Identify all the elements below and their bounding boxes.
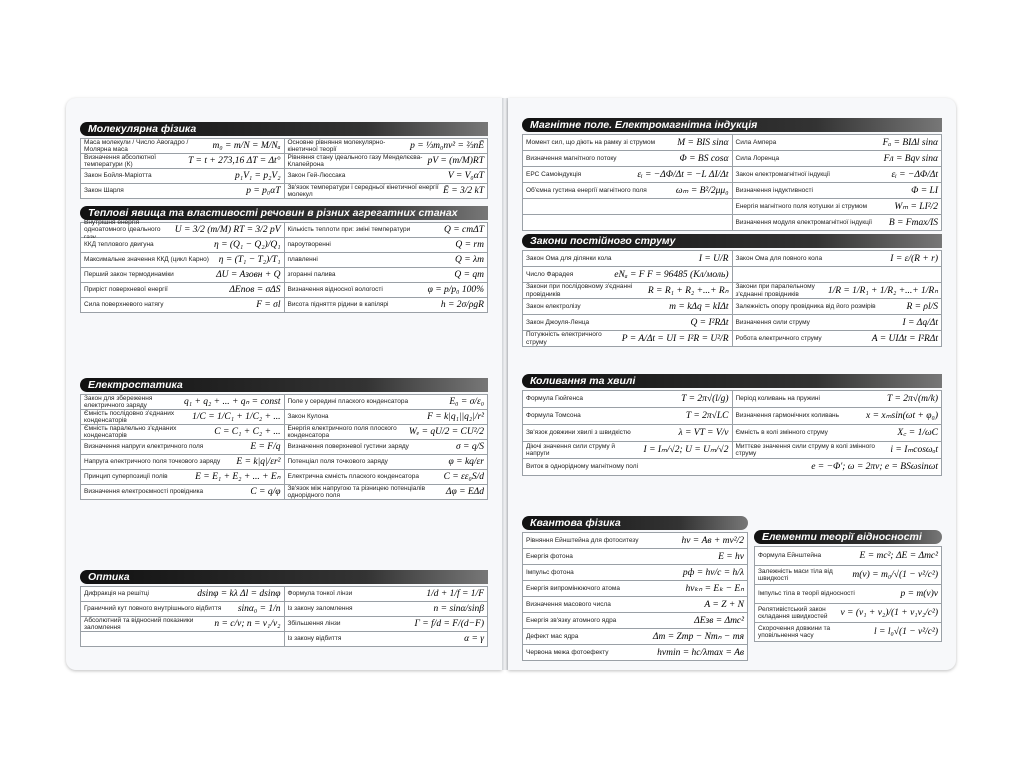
formula-row: Визначення сили струму I = Δq/Δt: [733, 315, 942, 330]
formula-row: Релятивістський закон складання швидкостей v = (v₁ + v₂)/(1 + v₁v₂/c²): [755, 604, 941, 622]
formula-table: [80, 218, 488, 313]
formula-row: Формула Ейнштейна E = mc²; ΔE = Δmc²: [755, 547, 941, 565]
formula-row: Закон електролізу m = kΔq = kIΔt: [523, 299, 732, 314]
formula-row: Висота підняття рідини в капілярі h = 2σ/ρgR: [285, 298, 488, 312]
formula-row: Приріст поверхневої енергії ΔEпов = σΔS: [81, 283, 284, 297]
formula-row: Зв'язок між напругою та різницею потенціалів однорідного поля Δφ = EΔd: [285, 485, 488, 499]
formula-row: [733, 267, 942, 282]
section-title: Електростатика: [80, 378, 488, 392]
formula-row: Ємність паралельно з'єднаних конденсаторів C = C₁ + C₂ + ...: [81, 425, 284, 439]
section-oscillations: [522, 374, 942, 476]
formula-row: Формула Гюйгенса T = 2π√(l/g): [523, 391, 732, 407]
formula-row: Визначення магнітного потоку Φ = BS cosα: [523, 151, 732, 166]
formula-row: Із закону відбиття α = γ: [285, 632, 488, 646]
formula-table: [522, 532, 748, 661]
formula-row: Момент сил, що діють на рамку зі струмом M = BIS sinα: [523, 135, 732, 150]
formula-row: Потенціал поля точкового заряду φ = kq/εr: [285, 455, 488, 469]
formula-row: Основне рівняння молекулярно-кінетичної теорії p = ⅓m₀nv² = ⅔nĒ: [285, 139, 488, 153]
formula-row: Електрична ємність плаского конденсатора C = εε₀S/d: [285, 470, 488, 484]
section-relativity: [754, 530, 942, 642]
section-title: Молекулярна фізика: [80, 122, 488, 136]
formula-row: Закон електромагнітної індукції εᵢ = −ΔΦ/Δt: [733, 167, 942, 182]
formula-table: [522, 390, 942, 476]
section-title: Квантова фізика: [522, 516, 748, 530]
formula-table: [522, 134, 942, 231]
formula-row: ККД теплового двигуна η = (Q₁ − Q₂)/Q₁: [81, 238, 284, 252]
formula-row: Визначення поверхневої густини заряду σ = q/S: [285, 440, 488, 454]
left-page: [66, 98, 502, 670]
formula-row: Визначення абсолютної температури (К) T = t + 273,16 ΔT = Δt°: [81, 154, 284, 168]
formula-row: Імпульс тіла в теорії відносності p = m(v)v: [755, 585, 941, 603]
formula-row: плавленні Q = λm: [285, 253, 488, 267]
formula-row: Закон Джоуля-Ленца Q = I²RΔt: [523, 315, 732, 330]
formula-row: Миттєве значення сили струму в колі змінного струму i = Iₘcosωₒt: [733, 442, 942, 458]
formula-row: Енергія магнітного поля котушки зі струмом Wₘ = LI²/2: [733, 199, 942, 214]
formula-row: Внутрішня енергія одноатомного ідеального U = 3/2 (m/M) RT = 3/2 pV: [81, 223, 284, 237]
section-title: Магнітне поле. Електромагнітна індукція: [522, 118, 942, 132]
formula-row: Визначення гармонічних коливань x = xₘsin(ωt + φ₀): [733, 408, 942, 424]
formula-row: Максимальне значення ККД (цикл Карно) η = (T₁ − T₂)/T₁: [81, 253, 284, 267]
formula-row: Визначення модуля електромагнітної індукції B = Fmax/IS: [733, 215, 942, 230]
formula-row: пароутворенні Q = rm: [285, 238, 488, 252]
formula-row: Сила поверхневого натягу F = σl: [81, 298, 284, 312]
formula-row: Період коливань на пружині T = 2π√(m/k): [733, 391, 942, 407]
formula-row: Напруга електричного поля точкового заряду E = k|q|/εr²: [81, 455, 284, 469]
formula-row: Визначення електроємності провідника C = q/φ: [81, 485, 284, 499]
formula-row: Закони при паралельному з'єднанні провідників 1/R = 1/R₁ + 1/R₂ +...+ 1/Rₙ: [733, 283, 942, 298]
formula-row: Із закону заломлення n = sinα/sinβ: [285, 602, 488, 616]
section-magnetism: [522, 118, 942, 231]
section-title: Теплові явища та властивості речовин в різних агрегатних станах: [80, 206, 488, 220]
formula-row: Потужність електричного струму P = A/Δt = UI = I²R = U²/R: [523, 331, 732, 346]
formula-row: Зв'язок довжини хвилі з швидкістю λ = VT = V/ν: [523, 425, 732, 441]
formula-row: Абсолютний та відносний показники заломлення n = c/v; n = v₁/v₂: [81, 617, 284, 631]
formula-row: Поле у середині плаского конденсатора E₀ = σ/ε₀: [285, 395, 488, 409]
section-thermal: [80, 206, 488, 313]
formula-row: Залежність опору провідника від його розмірів R = ρl/S: [733, 299, 942, 314]
formula-row: Визначення масового числа A = Z + N: [523, 597, 747, 612]
formula-row: Енергія випромінюючого атома hνₖₙ = Eₖ − Eₙ: [523, 581, 747, 596]
section-optics: [80, 570, 488, 647]
formula-row: Ємність послідовно з'єднаних конденсаторів 1/C = 1/C₁ + 1/C₂ + ...: [81, 410, 284, 424]
formula-row: Принцип суперпозиції полів E = E₁ + E₂ + ... + Eₙ: [81, 470, 284, 484]
formula-row: Червона межа фотоефекту hνmin = hc/λmax = Aв: [523, 645, 747, 660]
formula-row: Дефект мас ядра Δm = Zmp − Nmₙ − mя: [523, 629, 747, 644]
formula-row: Об'ємна густина енергії магнітного поля ωₘ = B²/2μμ₀: [523, 183, 732, 198]
section-electrostatics: [80, 378, 488, 500]
section-title: Закони постійного струму: [522, 234, 942, 248]
formula-row: [523, 215, 732, 230]
formula-row: [523, 199, 732, 214]
formula-row: Робота електричного струму A = UIΔt = I²RΔt: [733, 331, 942, 346]
formula-row: Виток в однорідному магнітному полі e = −Φ'; ω = 2πν; e = BSωsinωt: [523, 459, 941, 475]
formula-table: [80, 394, 488, 500]
section-molecular: [80, 122, 488, 199]
formula-row: Закон Бойля-Маріотта p₁V₁ = p₂V₂: [81, 169, 284, 183]
formula-table: [80, 586, 488, 647]
formula-row: Закон Ома для повного кола I = ε/(R + r): [733, 251, 942, 266]
formula-row: Ємність в колі змінного струму X꜀ = 1/ωC: [733, 425, 942, 441]
formula-row: Формула тонкої лінзи 1/d + 1/f = 1/F: [285, 587, 488, 601]
formula-row: Визначення індуктивності Φ = LI: [733, 183, 942, 198]
formula-row: Число Фарадея eNₐ = F F = 96485 (Кл/моль): [523, 267, 732, 282]
formula-table: [754, 546, 942, 642]
formula-row: Дифракція на решітці dsinφ = kλ Δl = dsinφ: [81, 587, 284, 601]
formula-row: Енергія електричного поля плоского конденсатора Wₑ = qU/2 = CU²/2: [285, 425, 488, 439]
formula-row: Визначення відносної вологості φ = p/p₀ 100%: [285, 283, 488, 297]
formula-row: Закон Шарля p = p₀αT: [81, 184, 284, 198]
formula-row: Рівняння Ейнштейна для фотоситезу hν = Aв + mv²/2: [523, 533, 747, 548]
formula-row: Рівняння стану ідеального газу Менделєєва-Клапейрона pV = (m/M)RT: [285, 154, 488, 168]
formula-row: Енергія зв'язку атомного ядра ΔEзв = Δmc²: [523, 613, 747, 628]
formula-row: ЕРС Самоіндукція εᵢ = −ΔΦ/Δt = −L ΔI/Δt: [523, 167, 732, 182]
formula-row: Закони при послідовному з'єднанні провідників R = R₁ + R₂ +...+ Rₙ: [523, 283, 732, 298]
formula-row: Залежність маси тіла від швидкості m(v) = m₀/√(1 − v²/c²): [755, 566, 941, 584]
formula-row: Сила Ампера Fₐ = BIΔl sinα: [733, 135, 942, 150]
formula-row: Граничний кут повного внутрішнього відбиття sinα₀ = 1/n: [81, 602, 284, 616]
formula-row: [81, 632, 284, 646]
formula-row: Закон Кулона F = k|q₁||q₂|/r²: [285, 410, 488, 424]
section-title: Коливання та хвилі: [522, 374, 942, 388]
formula-row: Скорочення довжини та уповільнення часу l = l₀√(1 − v²/c²): [755, 623, 941, 641]
section-quantum: [522, 516, 748, 661]
formula-row: Імпульс фотона pф = hν/c = h/λ: [523, 565, 747, 580]
formula-row: Маса молекули / Число Авогадро / Молярна маса m₀ = m/N = M/Nₐ: [81, 139, 284, 153]
section-dc: [522, 234, 942, 347]
right-page: [508, 98, 956, 670]
formula-row: Діючі значення сили струму й напруги I = Iₘ/√2; U = Uₘ/√2: [523, 442, 732, 458]
formula-row: Сила Лоренца Fл = Bqv sinα: [733, 151, 942, 166]
formula-row: згоранні палива Q = qm: [285, 268, 488, 282]
formula-row: Формула Томсона T = 2π√LC: [523, 408, 732, 424]
formula-row: Збільшення лінзи Γ = f/d = F/(d−F): [285, 617, 488, 631]
formula-row: Закон Гей-Люссака V = V₀αT: [285, 169, 488, 183]
formula-row: Закон Ома для ділянки кола I = U/R: [523, 251, 732, 266]
formula-row: Перший закон термодинаміки ΔU = Aзовн + Q: [81, 268, 284, 282]
formula-table: [80, 138, 488, 199]
section-title: Оптика: [80, 570, 488, 584]
formula-row: Енергія фотона E = hν: [523, 549, 747, 564]
formula-row: Зв'язок температури і середньої кінетичної енергії молекул Ē = 3/2 kT: [285, 184, 488, 198]
formula-row: Закон для збереження електричного заряду q₁ + q₂ + ... + qₙ = const: [81, 395, 284, 409]
formula-row: Кількість теплоти при: зміні температури Q = cmΔT: [285, 223, 488, 237]
section-title: Елементи теорії відносності: [754, 530, 942, 544]
formula-row: Визначення напруги електричного поля E = F/q: [81, 440, 284, 454]
formula-table: [522, 250, 942, 347]
